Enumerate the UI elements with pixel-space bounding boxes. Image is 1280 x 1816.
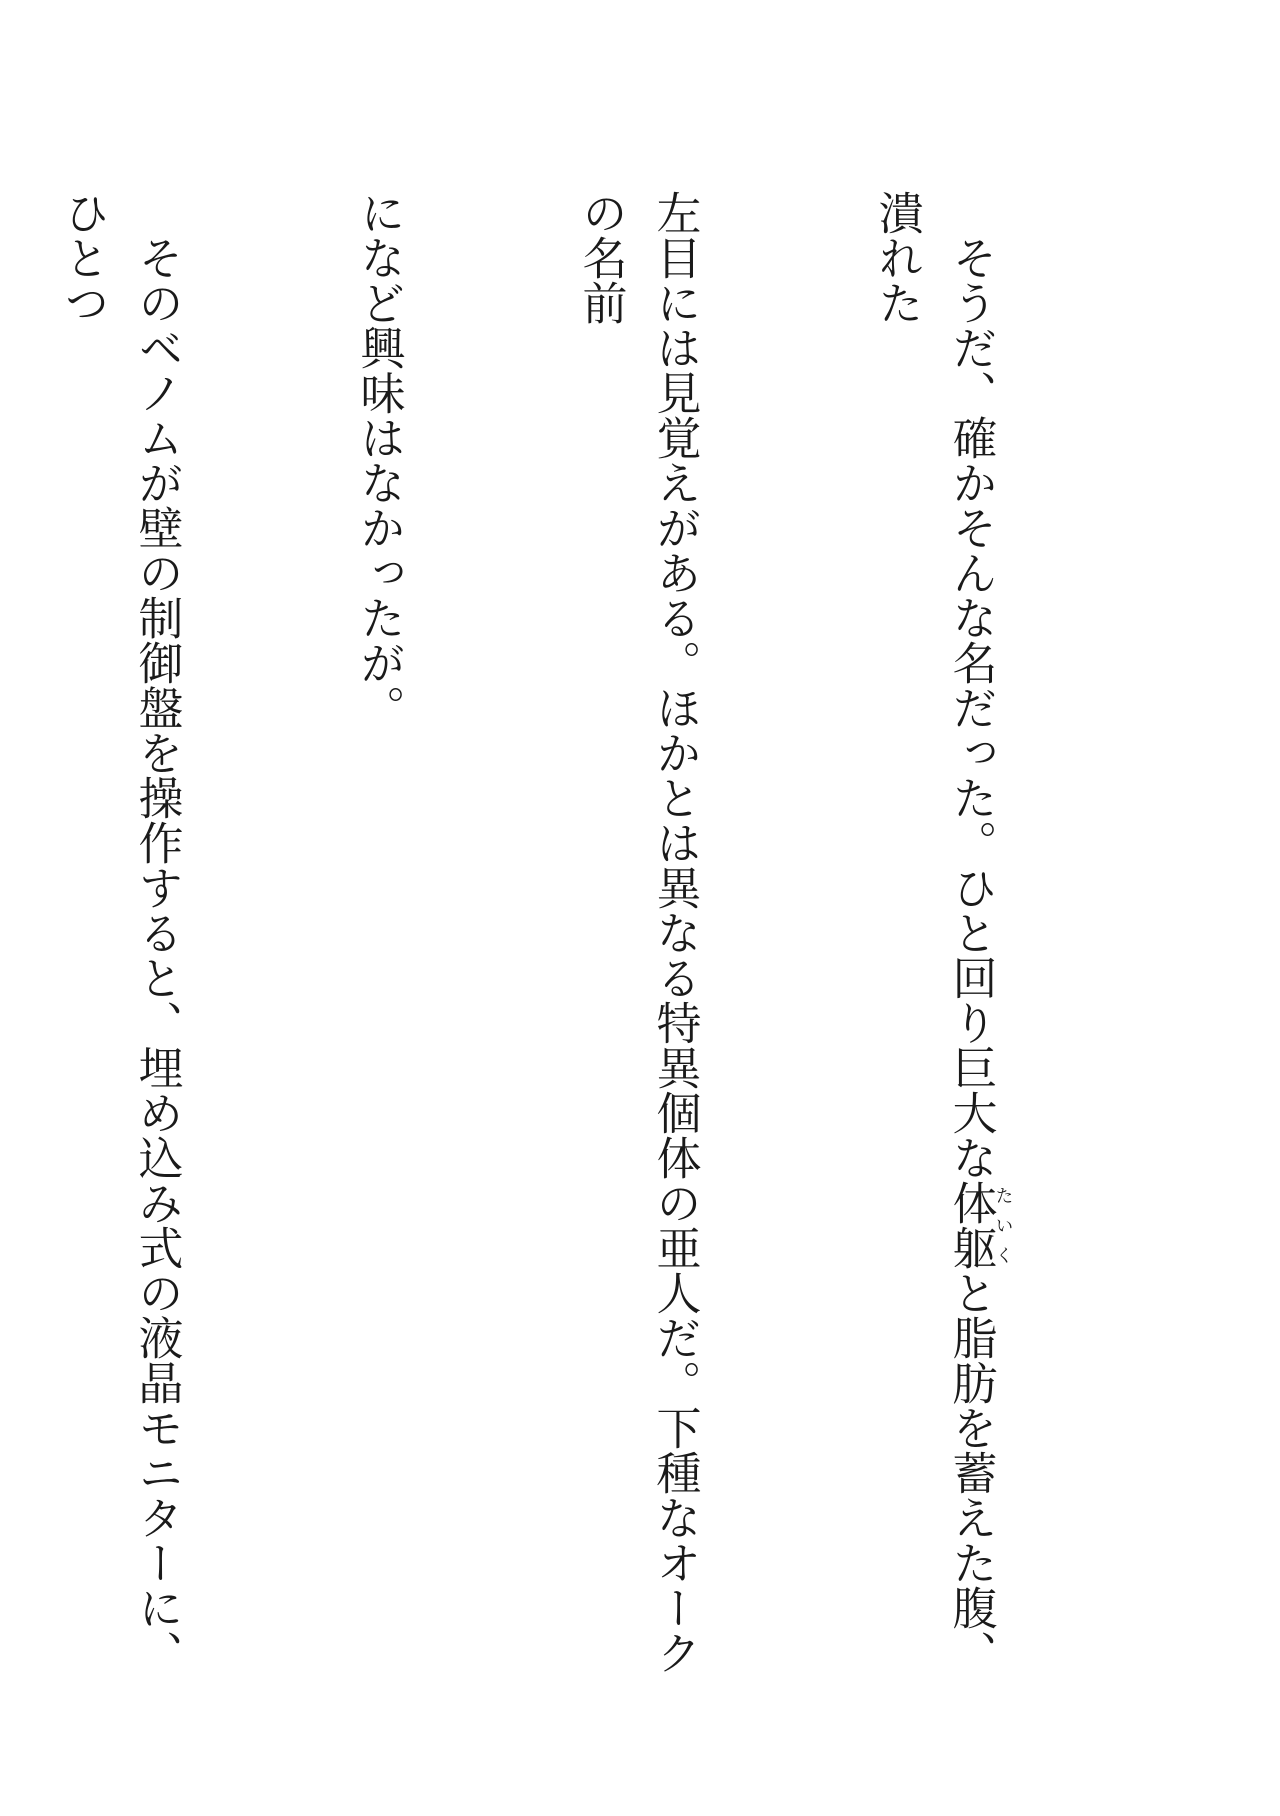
text-line-3: になど興味はなかったが。 <box>352 190 406 730</box>
vertical-text-body <box>0 190 1160 1690</box>
text-line-4: そのベノムが壁の制御盤を操作すると、埋め込み式の液晶モニターに、ひとつ <box>56 190 184 1675</box>
ruby-reading: たいく <box>992 1180 1014 1270</box>
text-line-2: 左目には見覚えがある。ほかとは異なる特異個体の亜人だ。下種なオークの名前 <box>574 190 702 1675</box>
text-line-1: そうだ、確かそんな名だった。ひと回り巨大な体躯たいくと脂肪を蓄えた腹、潰れた <box>870 190 1014 1675</box>
ruby-annotation: 体躯たいく <box>944 1180 1014 1270</box>
